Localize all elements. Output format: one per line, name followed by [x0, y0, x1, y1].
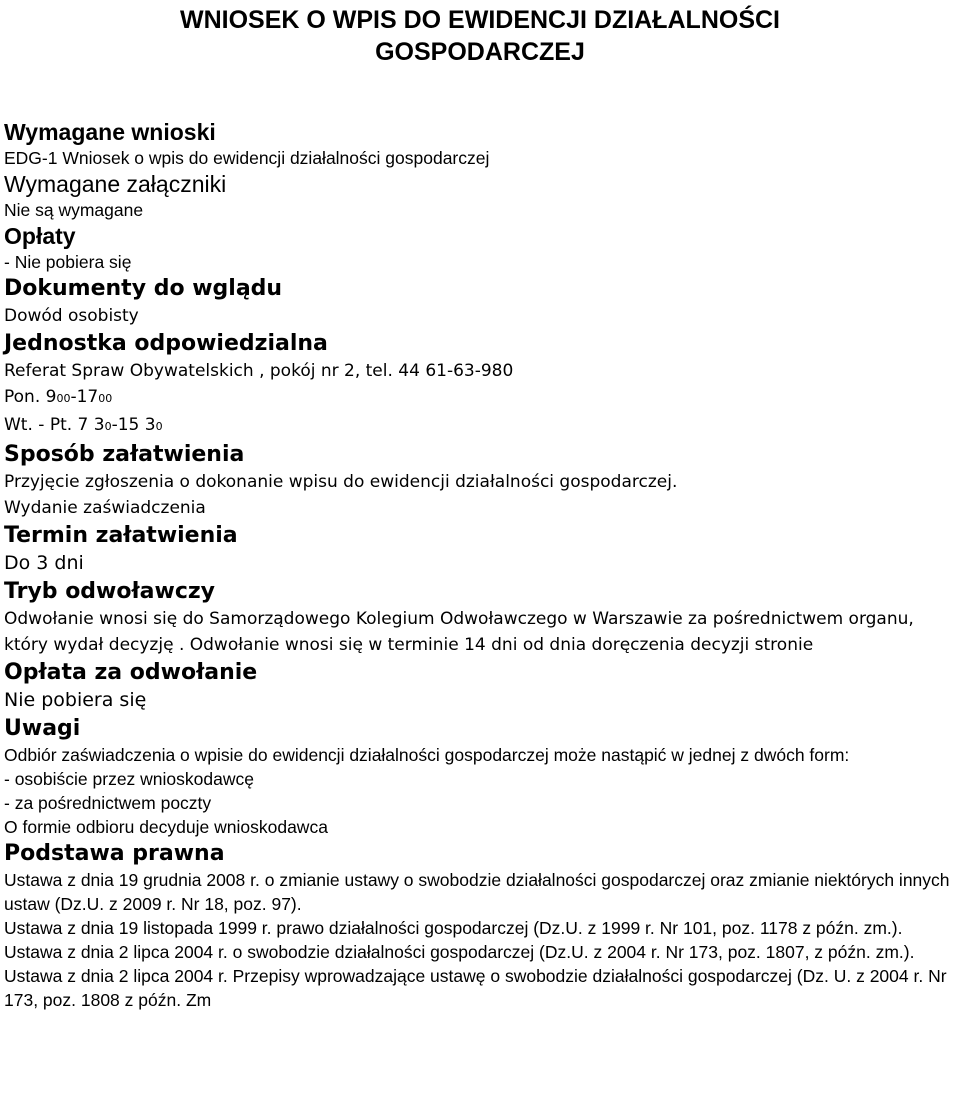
text-termin: Do 3 dni [4, 552, 84, 574]
text-wymagane-wnioski: EDG-1 Wniosek o wpis do ewidencji działalności gospodarczej [4, 148, 490, 168]
document-title [0, 4, 960, 68]
text-tryb-odwolawczy: Odwołanie wnosi się do Samorządowego Kolegium Odwoławczego w Warszawie za pośrednictwem organu, który wydał decyzję . Odwołanie wnosi się w terminie 14 dni od dnia doręczenia decyzji stronie [4, 609, 914, 655]
legal-basis-item: Ustawa z dnia 19 listopada 1999 r. prawo działalności gospodarczej (Dz.U. z 1999 r. Nr 101, poz. 1178 z późn. zm.). [4, 918, 903, 938]
hours-tue-fri-mid: -15 3 [111, 415, 156, 435]
heading-podstawa-prawna: Podstawa prawna [4, 841, 225, 866]
text-uwagi-line4: O formie odbioru decyduje wnioskodawca [4, 817, 328, 837]
text-uwagi-line3: - za pośrednictwem poczty [4, 793, 212, 813]
heading-oplata-za-odwolanie: Opłata za odwołanie [4, 660, 258, 685]
legal-basis-item: Ustawa z dnia 2 lipca 2004 r. Przepisy wprowadzające ustawę o swobodzie działalności gospodarczej (Dz. U. z 2004 r. Nr 173, poz. 1808 z późn. Zm [4, 966, 947, 1010]
text-oplata-za-odwolanie: Nie pobiera się [4, 689, 147, 711]
text-sposob-line2: Wydanie zaświadczenia [4, 498, 206, 518]
document-body [4, 118, 956, 1012]
heading-dokumenty-do-wgladu: Dokumenty do wglądu [4, 276, 283, 301]
hours-monday-prefix: Pon. 9 [4, 387, 57, 407]
hours-tue-fri-prefix: Wt. - Pt. 7 3 [4, 415, 105, 435]
legal-basis-item: Ustawa z dnia 19 grudnia 2008 r. o zmianie ustawy o swobodzie działalności gospodarczej oraz zmianie niektórych innych ustaw (Dz.U. z 2009 r. Nr 18, poz. 97). [4, 870, 950, 914]
heading-jednostka-odpowiedzialna: Jednostka odpowiedzialna [4, 331, 328, 356]
text-oplaty: - Nie pobiera się [4, 252, 132, 272]
text-hours-tue-fri [4, 412, 956, 440]
hours-monday-mid: -17 [70, 387, 99, 407]
hours-tue-fri-sup2: 0 [155, 420, 163, 433]
hours-monday-sup2: 00 [98, 392, 113, 405]
hours-monday-sup1: 00 [56, 392, 71, 405]
text-uwagi-line2: - osobiście przez wnioskodawcę [4, 769, 254, 789]
heading-uwagi: Uwagi [4, 716, 81, 741]
heading-termin-zalatwienia: Termin załatwienia [4, 523, 238, 548]
text-dokumenty-do-wgladu: Dowód osobisty [4, 306, 139, 326]
heading-oplaty: Opłaty [4, 223, 76, 249]
text-sposob-line1: Przyjęcie zgłoszenia o dokonanie wpisu do ewidencji działalności gospodarczej. [4, 472, 678, 492]
text-uwagi-line1: Odbiór zaświadczenia o wpisie do ewidencji działalności gospodarczej może nastąpić w jednej z dwóch form: [4, 745, 850, 765]
text-jednostka-contact: Referat Spraw Obywatelskich , pokój nr 2, tel. 44 61-63-980 [4, 361, 514, 381]
document-title-line1: WNIOSEK O WPIS DO EWIDENCJI DZIAŁALNOŚCI [179, 6, 780, 34]
heading-tryb-odwolawczy: Tryb odwoławczy [4, 579, 216, 604]
text-hours-monday [4, 384, 956, 412]
heading-wymagane-zalaczniki: Wymagane załączniki [4, 171, 227, 197]
hours-tue-fri-sup1: 0 [104, 420, 112, 433]
heading-wymagane-wnioski: Wymagane wnioski [4, 119, 216, 145]
heading-sposob-zalatwienia: Sposób załatwienia [4, 442, 245, 467]
legal-basis-item: Ustawa z dnia 2 lipca 2004 r. o swobodzie działalności gospodarczej (Dz.U. z 2004 r. Nr 173, poz. 1807, z późn. zm.). [4, 942, 915, 962]
text-wymagane-zalaczniki: Nie są wymagane [4, 200, 144, 220]
document-title-line2: GOSPODARCZEJ [375, 38, 585, 66]
